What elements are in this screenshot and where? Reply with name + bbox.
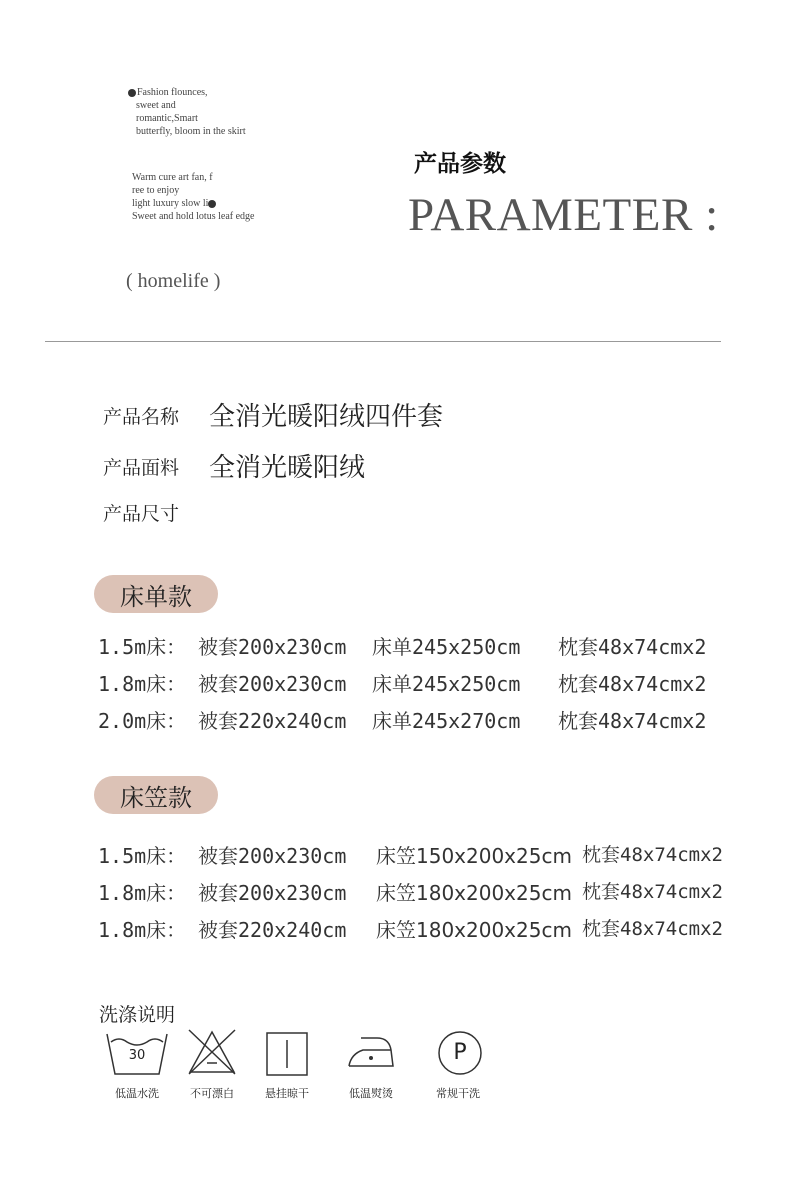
sheet-style-title: 床单款 <box>120 582 192 611</box>
bed-size: 1.5m床： <box>98 844 187 868</box>
pillow-size: 枕套48x74cmx2 <box>582 881 723 903</box>
wash-label: 低温水洗 <box>115 1087 159 1100</box>
dry-clean-label: 常规干洗 <box>436 1087 480 1100</box>
dry-clean-letter: P <box>453 1040 467 1065</box>
decor-line: Fashion flounces, <box>137 87 208 98</box>
duvet-size: 被套200x230cm <box>198 635 347 659</box>
sheet-style-badge <box>94 575 218 613</box>
sheet-size: 床单245x270cm <box>372 709 521 733</box>
fitted-sheet-size: 床笠180x200x25cm <box>376 918 572 942</box>
fitted-style-title: 床笠款 <box>120 783 192 812</box>
no-bleach-label: 不可漂白 <box>190 1087 234 1100</box>
page-title-cn: 产品参数 <box>414 151 506 177</box>
pillow-size: 枕套48x74cmx2 <box>582 918 723 940</box>
bed-size: 1.5m床： <box>98 635 187 659</box>
decor-text-block-2 <box>132 171 254 223</box>
decor-line: butterfly, bloom in the skirt <box>136 126 246 137</box>
wash-temp-text: 30 <box>128 1048 146 1063</box>
homelife-caption: ( homelife ) <box>126 270 221 292</box>
sheet-size: 床单245x250cm <box>372 635 521 659</box>
name-label: 产品名称 <box>103 406 180 428</box>
sheet-size: 床单245x250cm <box>372 672 521 696</box>
bed-size: 1.8m床： <box>98 672 187 696</box>
hang-dry-icon <box>266 1032 308 1076</box>
fitted-sheet-size: 床笠180x200x25cm <box>376 881 572 905</box>
material-label: 产品面料 <box>103 457 180 479</box>
decor-line: sweet and <box>136 100 176 111</box>
bed-size: 1.8m床： <box>98 881 187 905</box>
size-label: 产品尺寸 <box>103 503 180 525</box>
divider <box>45 341 721 342</box>
bed-size: 2.0m床： <box>98 709 187 733</box>
decor-line: Warm cure art fan, f <box>132 172 213 183</box>
bed-size: 1.8m床： <box>98 918 187 942</box>
decor-line: Sweet and hold lotus leaf edge <box>132 211 255 222</box>
bullet-dot-icon <box>128 89 136 97</box>
bullet-dot-icon <box>208 200 216 208</box>
duvet-size: 被套200x230cm <box>198 881 347 905</box>
iron-low-icon <box>347 1034 395 1070</box>
duvet-size: 被套200x230cm <box>198 672 347 696</box>
duvet-size: 被套220x240cm <box>198 918 347 942</box>
duvet-size: 被套200x230cm <box>198 844 347 868</box>
iron-label: 低温熨烫 <box>349 1087 393 1100</box>
duvet-size: 被套220x240cm <box>198 709 347 733</box>
care-title: 洗涤说明 <box>99 1004 176 1026</box>
decor-line: ree to enjoy <box>132 185 180 196</box>
name-value: 全消光暖阳绒四件套 <box>209 402 444 432</box>
pillow-size: 枕套48x74cmx2 <box>558 635 707 659</box>
pillow-size: 枕套48x74cmx2 <box>558 709 707 733</box>
pillow-size: 枕套48x74cmx2 <box>558 672 707 696</box>
material-value: 全消光暖阳绒 <box>209 453 366 483</box>
decor-text-block-1 <box>128 86 246 138</box>
no-bleach-icon <box>187 1028 237 1076</box>
page-title-en: PARAMETER : <box>408 189 719 241</box>
pillow-size: 枕套48x74cmx2 <box>582 844 723 866</box>
fitted-sheet-size: 床笠150x200x25cm <box>376 844 572 868</box>
decor-line: romantic,Smart <box>136 113 198 124</box>
decor-line: light luxury slow li <box>132 198 209 209</box>
hang-dry-label: 悬挂晾干 <box>265 1087 309 1100</box>
fitted-style-badge <box>94 776 218 814</box>
